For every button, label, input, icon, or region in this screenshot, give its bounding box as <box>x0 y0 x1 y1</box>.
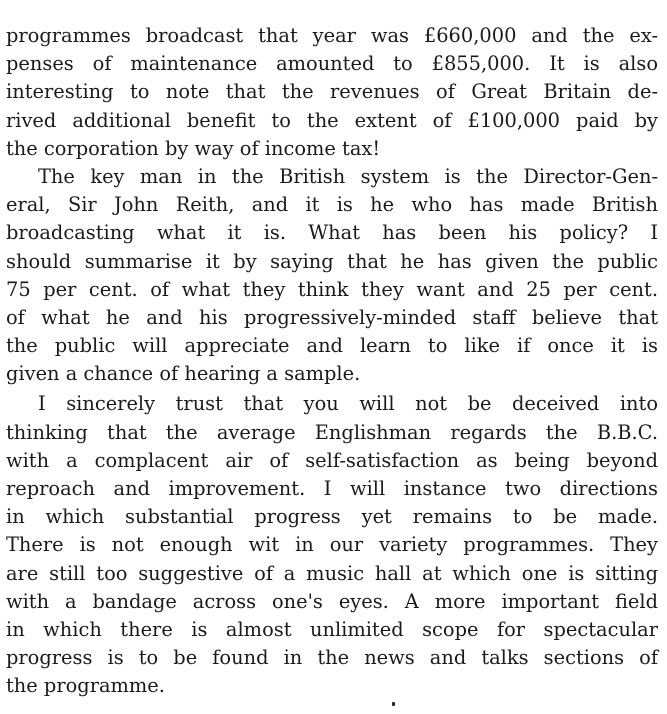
paragraph-2 <box>6 163 658 389</box>
text-line: with a bandage across one's eyes. A more important field <box>6 589 658 613</box>
text-line: penses of maintenance amounted to £855,000. It is also <box>6 52 658 76</box>
text-line: The key man in the British system is the Director-Gen- <box>38 164 658 188</box>
paragraph-1 <box>6 22 658 163</box>
text-line: the programme. <box>6 674 165 698</box>
text-line: programmes broadcast that year was £660,000 and the ex- <box>6 24 658 47</box>
text-line: There is not enough wit in our variety programmes. They <box>6 533 658 557</box>
text-line: thinking that the average Englishman regards the B.B.C. <box>6 420 658 444</box>
text-line: are still too suggestive of a music hall at which one is sitting <box>6 561 658 585</box>
text-line: given a chance of hearing a sample. <box>6 362 361 386</box>
text-line: the public will appreciate and learn to like if once it is <box>6 334 658 358</box>
text-line: in which there is almost unlimited scope for spectacular <box>6 617 658 641</box>
text-line: eral, Sir John Reith, and it is he who has made British <box>6 193 658 217</box>
text-line: I sincerely trust that you will not be deceived into <box>38 392 658 416</box>
text-line: in which substantial progress yet remains to be made. <box>6 505 658 529</box>
text-line: interesting to note that the revenues of Great Britain de- <box>6 80 658 104</box>
text-line: broadcasting what it is. What has been his policy? I <box>6 221 658 245</box>
paragraph-3 <box>6 390 658 700</box>
text-line: with a complacent air of self-satisfaction as being beyond <box>6 448 658 472</box>
text-line: the corporation by way of income tax! <box>6 136 381 160</box>
text-line: rived additional benefit to the extent of £100,000 paid by <box>6 108 658 132</box>
text-line: progress is to be found in the news and talks sections of <box>6 646 658 670</box>
ink-speck <box>392 702 395 706</box>
document-page <box>6 22 658 701</box>
text-line: 75 per cent. of what they think they want and 25 per cent. <box>6 277 658 301</box>
text-line: should summarise it by saying that he has given the public <box>6 249 658 273</box>
text-line: reproach and improvement. I will instance two directions <box>6 477 658 500</box>
text-line: of what he and his progressively-minded staff believe that <box>6 305 658 329</box>
